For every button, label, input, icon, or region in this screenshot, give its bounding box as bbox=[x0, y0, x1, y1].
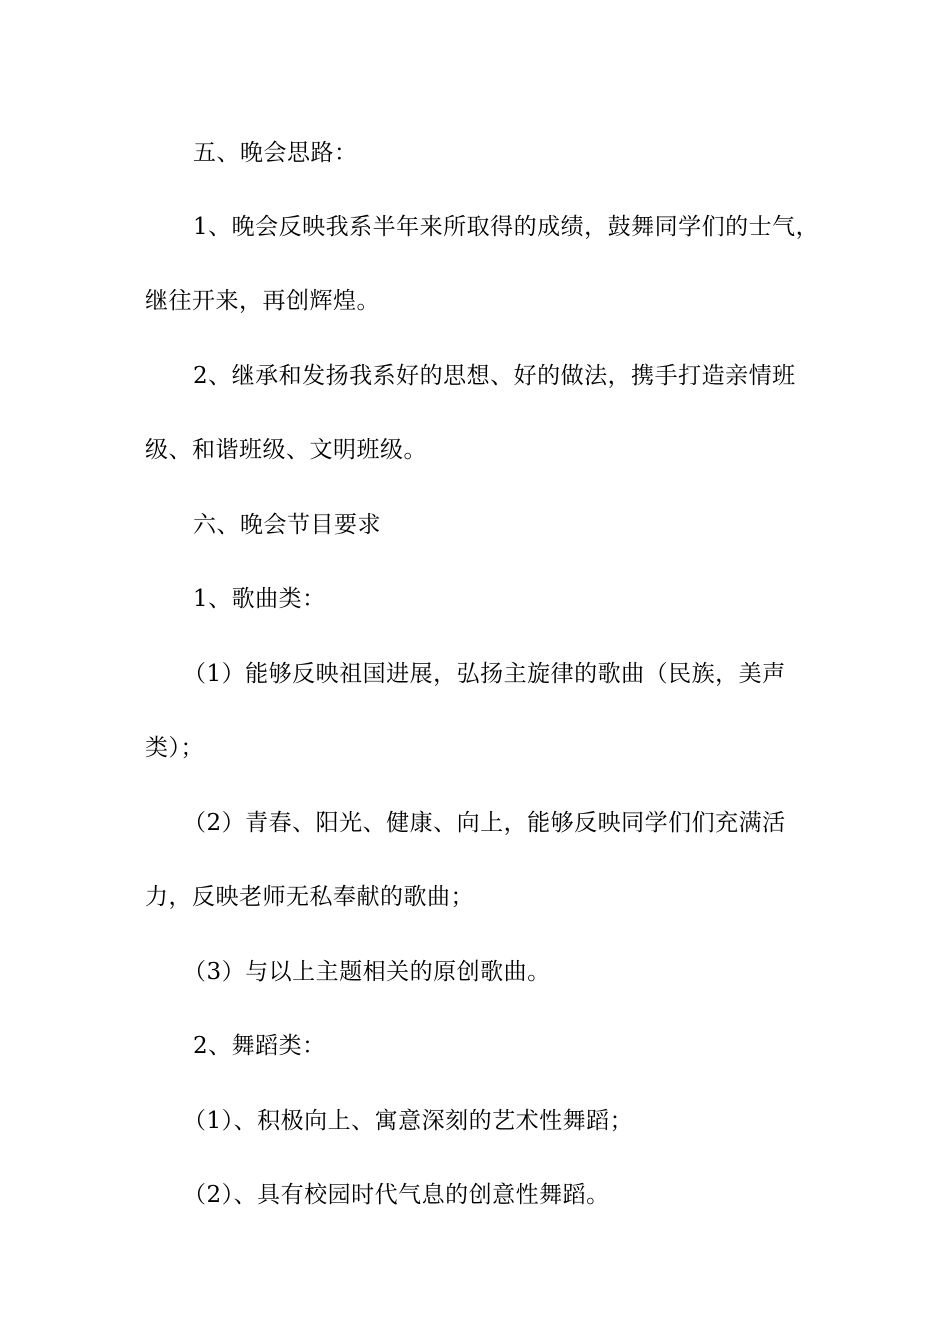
paragraph-line: （1）能够反映祖国进展，弘扬主旋律的歌曲（民族，美声 bbox=[183, 661, 786, 687]
section-heading-six: 六、晚会节目要求 bbox=[193, 512, 381, 538]
section-heading-five: 五、晚会思路： bbox=[193, 140, 358, 166]
paragraph-line: 级、和谐班级、文明班级。 bbox=[145, 437, 427, 463]
subheading-dance: 2、舞蹈类： bbox=[193, 1033, 326, 1059]
paragraph-line: （1）、积极向上、寓意深刻的艺术性舞蹈； bbox=[183, 1108, 634, 1134]
paragraph-line: （3）与以上主题相关的原创歌曲。 bbox=[183, 959, 551, 985]
paragraph-line: 2、继承和发扬我系好的思想、好的做法，携手打造亲情班 bbox=[193, 363, 796, 389]
paragraph-line: 1、晚会反映我系半年来所取得的成绩，鼓舞同学们的士气， bbox=[193, 214, 820, 240]
paragraph-line: 类）； bbox=[145, 735, 204, 761]
paragraph-line: 继往开来，再创辉煌。 bbox=[145, 288, 380, 314]
paragraph-line: 力，反映老师无私奉献的歌曲； bbox=[145, 884, 474, 910]
paragraph-line: （2）、具有校园时代气息的创意性舞蹈。 bbox=[183, 1182, 610, 1208]
subheading-songs: 1、歌曲类： bbox=[193, 586, 326, 612]
paragraph-line: （2）青春、阳光、健康、向上，能够反映同学们们充满活 bbox=[183, 810, 786, 836]
